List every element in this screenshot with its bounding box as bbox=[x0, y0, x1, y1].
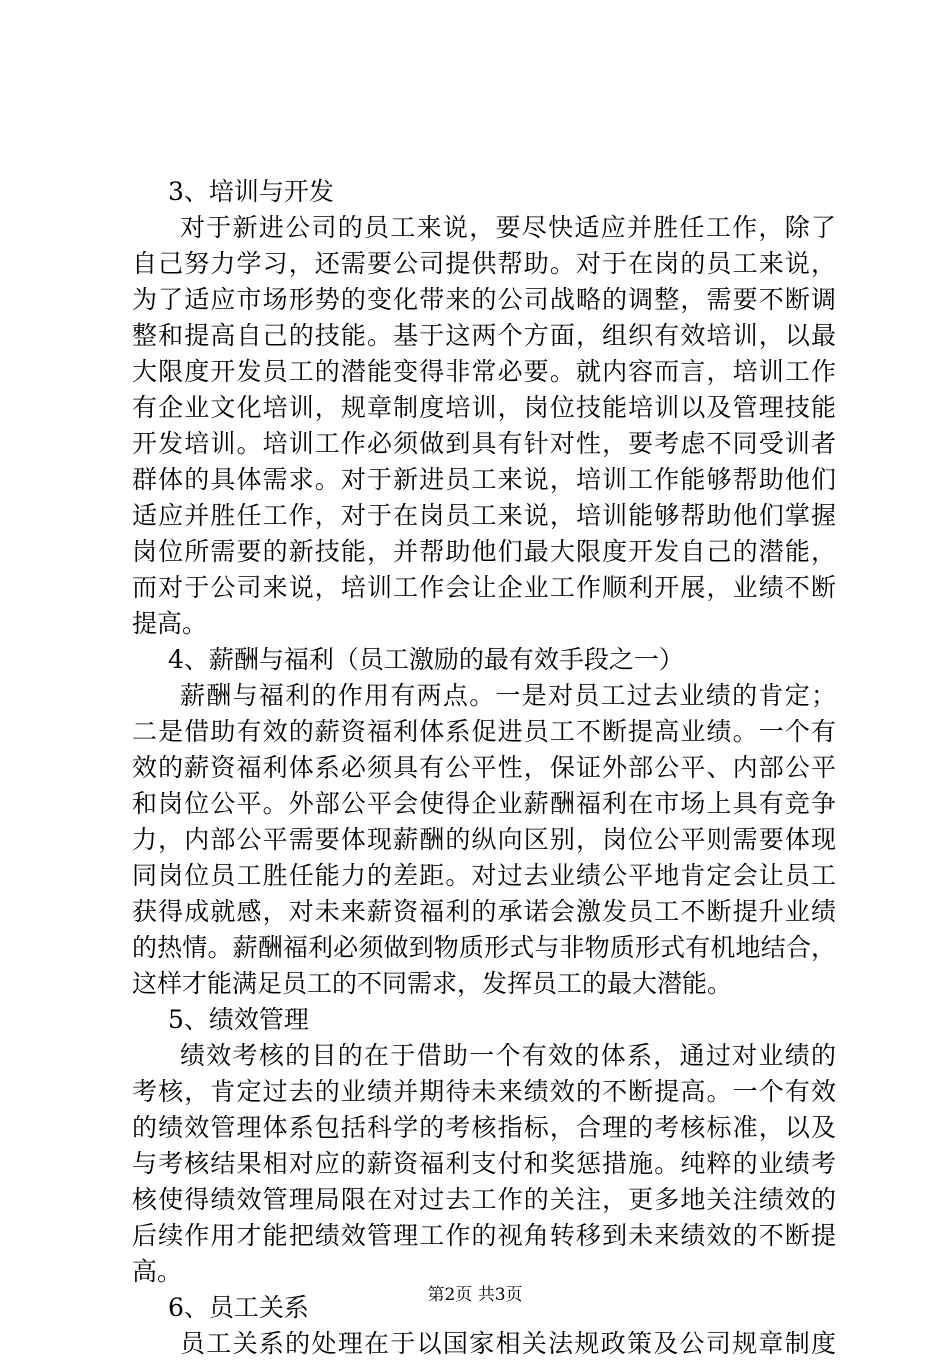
paragraph-line: 考核，肯定过去的业绩并期待未来绩效的不断提高。一个有效 bbox=[132, 1077, 836, 1106]
section-heading: 4、薪酬与福利（员工激励的最有效手段之一） bbox=[168, 645, 684, 674]
paragraph-line: 的绩效管理体系包括科学的考核指标，合理的考核标准，以及 bbox=[132, 1113, 836, 1142]
paragraph-line: 为了适应市场形势的变化带来的公司战略的调整，需要不断调 bbox=[132, 285, 836, 314]
paragraph-line: 同岗位员工胜任能力的差距。对过去业绩公平地肯定会让员工 bbox=[132, 861, 836, 890]
section-heading: 6、员工关系 bbox=[168, 1293, 309, 1322]
page-number-label: 第2页 共3页 bbox=[427, 1285, 523, 1305]
paragraph-line: 大限度开发员工的潜能变得非常必要。就内容而言，培训工作 bbox=[132, 357, 836, 386]
paragraph-line: 与考核结果相对应的薪资福利支付和奖惩措施。纯粹的业绩考 bbox=[132, 1149, 836, 1178]
paragraph-line: 开发培训。培训工作必须做到具有针对性，要考虑不同受训者 bbox=[132, 429, 836, 458]
paragraph-line: 力，内部公平需要体现薪酬的纵向区别，岗位公平则需要体现 bbox=[132, 825, 836, 854]
paragraph-line: 效的薪资福利体系必须具有公平性，保证外部公平、内部公平 bbox=[132, 753, 836, 782]
paragraph-line: 二是借助有效的薪资福利体系促进员工不断提高业绩。一个有 bbox=[132, 717, 836, 746]
paragraph-line: 对于新进公司的员工来说，要尽快适应并胜任工作，除了 bbox=[180, 213, 836, 242]
paragraph-line: 后续作用才能把绩效管理工作的视角转移到未来绩效的不断提 bbox=[132, 1221, 836, 1250]
paragraph-line: 绩效考核的目的在于借助一个有效的体系，通过对业绩的 bbox=[180, 1041, 836, 1070]
page-footer bbox=[0, 1284, 950, 1306]
paragraph-line: 群体的具体需求。对于新进员工来说，培训工作能够帮助他们 bbox=[132, 465, 836, 494]
paragraph-line: 获得成就感，对未来薪资福利的承诺会激发员工不断提升业绩 bbox=[132, 897, 836, 926]
paragraph-line: 自己努力学习，还需要公司提供帮助。对于在岗的员工来说， bbox=[132, 249, 836, 278]
paragraph-line: 有企业文化培训，规章制度培训，岗位技能培训以及管理技能 bbox=[132, 393, 836, 422]
paragraph-line: 员工关系的处理在于以国家相关法规政策及公司规章制度 bbox=[180, 1329, 836, 1358]
paragraph-line: 核使得绩效管理局限在对过去工作的关注，更多地关注绩效的 bbox=[132, 1185, 836, 1214]
document-body bbox=[132, 174, 836, 1362]
paragraph-line: 的热情。薪酬福利必须做到物质形式与非物质形式有机地结合， bbox=[132, 933, 836, 962]
section-heading: 5、绩效管理 bbox=[168, 1005, 309, 1034]
paragraph-line: 薪酬与福利的作用有两点。一是对员工过去业绩的肯定； bbox=[180, 681, 836, 710]
paragraph-line: 和岗位公平。外部公平会使得企业薪酬福利在市场上具有竞争 bbox=[132, 789, 836, 818]
paragraph-line: 适应并胜任工作，对于在岗员工来说，培训能够帮助他们掌握 bbox=[132, 501, 836, 530]
paragraph-line: 整和提高自己的技能。基于这两个方面，组织有效培训，以最 bbox=[132, 321, 836, 350]
paragraph-line: 这样才能满足员工的不同需求，发挥员工的最大潜能。 bbox=[132, 969, 733, 998]
paragraph-line: 提高。 bbox=[132, 609, 208, 638]
paragraph-line: 而对于公司来说，培训工作会让企业工作顺利开展，业绩不断 bbox=[132, 573, 836, 602]
section-heading: 3、培训与开发 bbox=[168, 177, 334, 206]
paragraph-line: 岗位所需要的新技能，并帮助他们最大限度开发自己的潜能， bbox=[132, 537, 836, 566]
paragraph-line: 高。 bbox=[132, 1257, 183, 1286]
